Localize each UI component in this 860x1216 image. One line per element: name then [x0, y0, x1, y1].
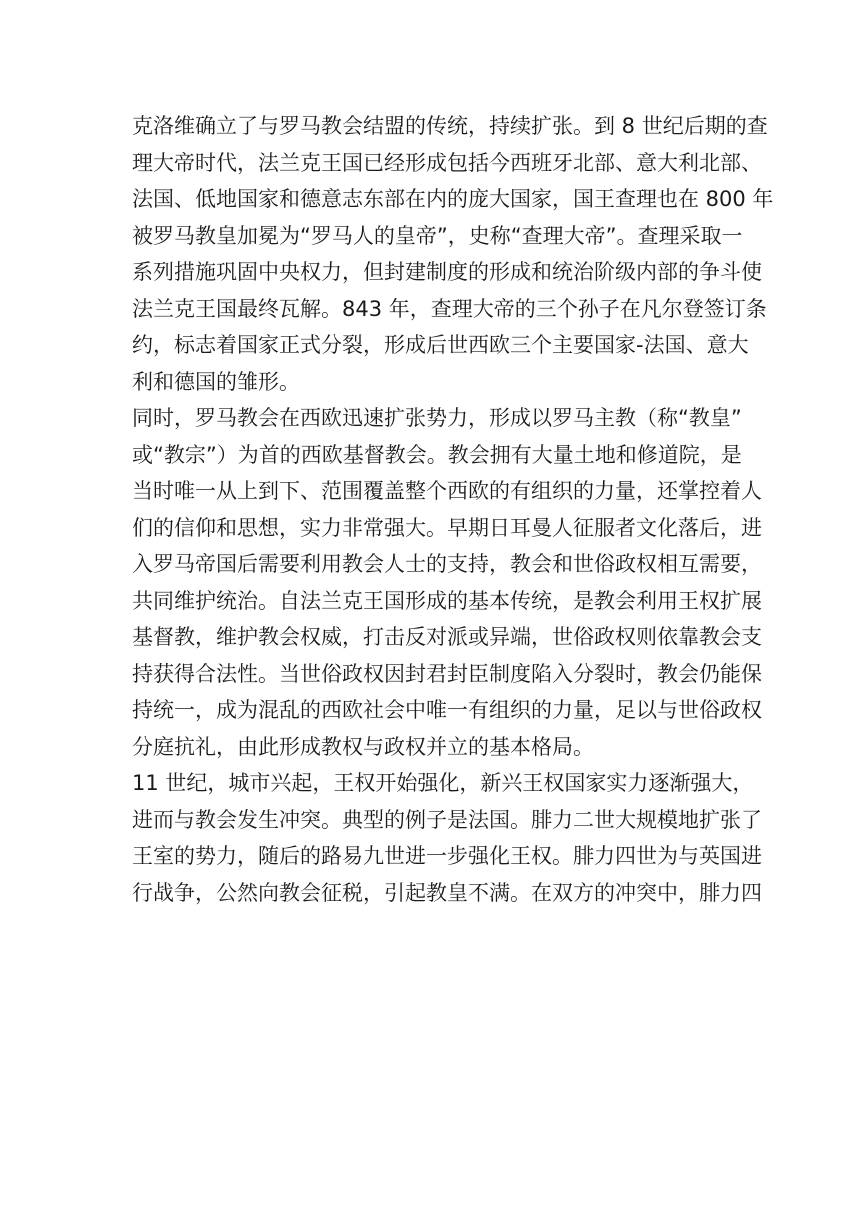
text-line: 持获得合法性。当世俗政权因封君封臣制度陷入分裂时，教会仍能保	[132, 661, 762, 686]
text-line: 同时，罗马教会在西欧迅速扩张势力，形成以罗马主教（称“教皇”	[132, 406, 742, 430]
paragraph-3	[132, 765, 762, 911]
text-line: 理大帝时代，法兰克王国已经形成包括今西班牙北部、意大利北部、	[132, 150, 762, 175]
text-line: 利和德国的雏形。	[132, 369, 300, 394]
text-line: 被罗马教皇加冕为“罗马人的皇帝”，史称“查理大帝”。查理采取一	[132, 223, 743, 248]
text-line: 入罗马帝国后需要利用教会人士的支持，教会和世俗政权相互需要，	[132, 552, 762, 576]
text-line: 克洛维确立了与罗马教会结盟的传统，持续扩张。到 8 世纪后期的查	[132, 114, 768, 138]
text-line: 当时唯一从上到下、范围覆盖整个西欧的有组织的力量，还掌控着人	[132, 479, 762, 503]
document-body	[132, 108, 774, 911]
text-line: 进而与教会发生冲突。典型的例子是法国。腓力二世大规模地扩张了	[132, 807, 762, 832]
text-line: 约，标志着国家正式分裂，形成后世西欧三个主要国家-法国、意大	[132, 333, 749, 357]
paragraph-1	[132, 108, 774, 400]
text-line: 系列措施巩固中央权力，但封建制度的形成和统治阶级内部的争斗使	[132, 260, 762, 284]
text-line: 法兰克王国最终瓦解。843 年，查理大帝的三个孙子在凡尔登签订条	[132, 296, 767, 321]
text-line: 王室的势力，随后的路易九世进一步强化王权。腓力四世为与英国进	[132, 844, 762, 868]
text-line: 行战争，公然向教会征税，引起教皇不满。在双方的冲突中，腓力四	[132, 880, 762, 905]
text-line: 们的信仰和思想，实力非常强大。早期日耳曼人征服者文化落后，进	[132, 515, 762, 540]
text-line: 持统一，成为混乱的西欧社会中唯一有组织的力量，足以与世俗政权	[132, 698, 762, 722]
text-line: 法国、低地国家和德意志东部在内的庞大国家，国王查理也在 800 年	[132, 187, 774, 211]
text-line: 11 世纪，城市兴起，王权开始强化，新兴王权国家实力逐渐强大，	[132, 771, 754, 795]
text-line: 或“教宗”）为首的西欧基督教会。教会拥有大量土地和修道院，是	[132, 442, 742, 467]
paragraph-2	[132, 400, 762, 765]
text-line: 基督教，维护教会权威，打击反对派或异端，世俗政权则依靠教会支	[132, 625, 762, 649]
text-line: 分庭抗礼，由此形成教权与政权并立的基本格局。	[132, 734, 594, 759]
text-line: 共同维护统治。自法兰克王国形成的基本传统，是教会利用王权扩展	[132, 588, 762, 613]
